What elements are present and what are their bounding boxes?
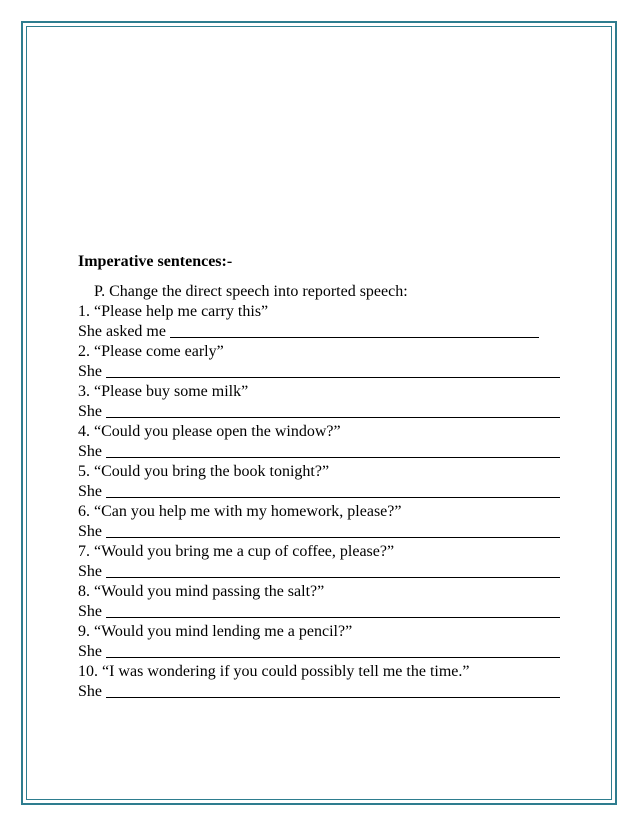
answer-blank[interactable] [106,522,560,538]
answer-lead: She [78,603,102,620]
answer-line [78,362,578,382]
answer-blank[interactable] [106,562,560,578]
answer-blank[interactable] [106,362,560,378]
item-prompt: 8. “Would you mind passing the salt?” [78,583,325,600]
answer-lead: She [78,683,102,700]
item-prompt: 3. “Please buy some milk” [78,383,249,400]
answer-line [78,482,578,502]
answer-blank[interactable] [106,602,560,618]
answer-lead: She [78,643,102,660]
answer-line [78,442,578,462]
answer-line [78,682,578,702]
exercise-item-10 [78,662,578,702]
answer-blank[interactable] [106,642,560,658]
exercise-item-7 [78,542,578,582]
exercise-item-3 [78,382,578,422]
exercise-item-5 [78,462,578,502]
exercise-item-8 [78,582,578,622]
answer-lead: She asked me [78,323,166,340]
answer-line [78,522,578,542]
answer-blank[interactable] [170,322,539,338]
answer-blank[interactable] [106,402,560,418]
answer-lead: She [78,563,102,580]
worksheet-content [78,252,578,702]
exercise-item-9 [78,622,578,662]
answer-lead: She [78,523,102,540]
exercise-item-2 [78,342,578,382]
answer-lead: She [78,483,102,500]
item-prompt: 5. “Could you bring the book tonight?” [78,463,330,480]
exercise-instruction: P. Change the direct speech into reported speech: [94,283,408,300]
answer-line [78,322,578,342]
exercise-item-4 [78,422,578,462]
item-prompt: 10. “I was wondering if you could possibly tell me the time.” [78,663,470,680]
item-prompt: 9. “Would you mind lending me a pencil?” [78,623,353,640]
item-prompt: 1. “Please help me carry this” [78,303,269,320]
exercise-item-1 [78,302,578,342]
exercise-item-6 [78,502,578,542]
item-prompt: 2. “Please come early” [78,343,224,360]
item-prompt: 4. “Could you please open the window?” [78,423,341,440]
answer-line [78,642,578,662]
answer-line [78,562,578,582]
answer-blank[interactable] [106,482,560,498]
answer-lead: She [78,403,102,420]
answer-line [78,402,578,422]
answer-blank[interactable] [106,442,560,458]
section-title: Imperative sentences:- [78,253,233,270]
item-prompt: 7. “Would you bring me a cup of coffee, please?” [78,543,395,560]
answer-blank[interactable] [106,682,560,698]
answer-lead: She [78,363,102,380]
answer-lead: She [78,443,102,460]
answer-line [78,602,578,622]
item-prompt: 6. “Can you help me with my homework, please?” [78,503,402,520]
